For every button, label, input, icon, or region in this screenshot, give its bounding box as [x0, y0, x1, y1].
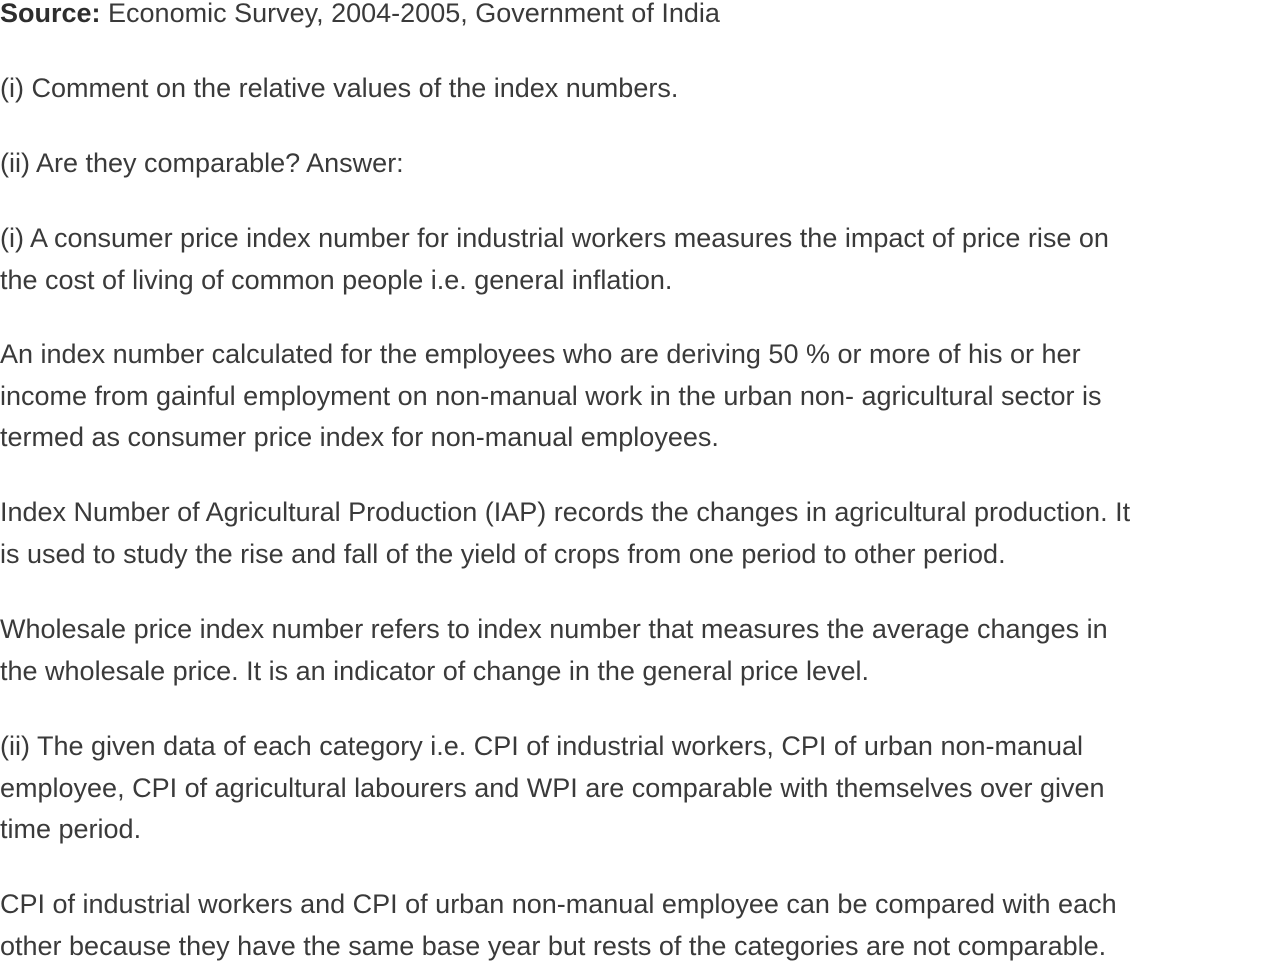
- answer-iap: [0, 492, 1278, 575]
- answer-cpi-non-manual-employees: [0, 334, 1278, 459]
- question-2: (ii) Are they comparable? Answer:: [0, 143, 1278, 185]
- text-line: (ii) The given data of each category i.e. CPI of industrial workers, CPI of urban non-manual: [0, 726, 1278, 768]
- source-text: Economic Survey, 2004-2005, Government of India: [101, 0, 720, 28]
- text-line: income from gainful employment on non-manual work in the urban non- agricultural sector is: [0, 376, 1278, 418]
- text-line: CPI of industrial workers and CPI of urban non-manual employee can be compared with each: [0, 884, 1278, 926]
- text-line: An index number calculated for the employees who are deriving 50 % or more of his or her: [0, 334, 1278, 376]
- source-label: Source:: [0, 0, 101, 28]
- answer-wpi: [0, 609, 1278, 692]
- answer-cpi-industrial-workers: [0, 218, 1278, 301]
- text-line: (i) A consumer price index number for industrial workers measures the impact of price rise on: [0, 218, 1278, 260]
- answer-comparability: [0, 726, 1278, 851]
- text-line: the cost of living of common people i.e. general inflation.: [0, 260, 1278, 302]
- question-1: (i) Comment on the relative values of the index numbers.: [0, 68, 1278, 110]
- text-line: employee, CPI of agricultural labourers and WPI are comparable with themselves over given: [0, 768, 1278, 810]
- source-line: [0, 0, 1278, 35]
- text-line: Wholesale price index number refers to index number that measures the average changes in: [0, 609, 1278, 651]
- text-line: Index Number of Agricultural Production (IAP) records the changes in agricultural production. It: [0, 492, 1278, 534]
- answer-cpi-comparison: [0, 884, 1278, 967]
- text-line: the wholesale price. It is an indicator of change in the general price level.: [0, 651, 1278, 693]
- text-line: time period.: [0, 809, 1278, 851]
- text-line: other because they have the same base year but rests of the categories are not comparable.: [0, 926, 1278, 967]
- text-line: termed as consumer price index for non-manual employees.: [0, 417, 1278, 459]
- text-line: is used to study the rise and fall of the yield of crops from one period to other period.: [0, 534, 1278, 576]
